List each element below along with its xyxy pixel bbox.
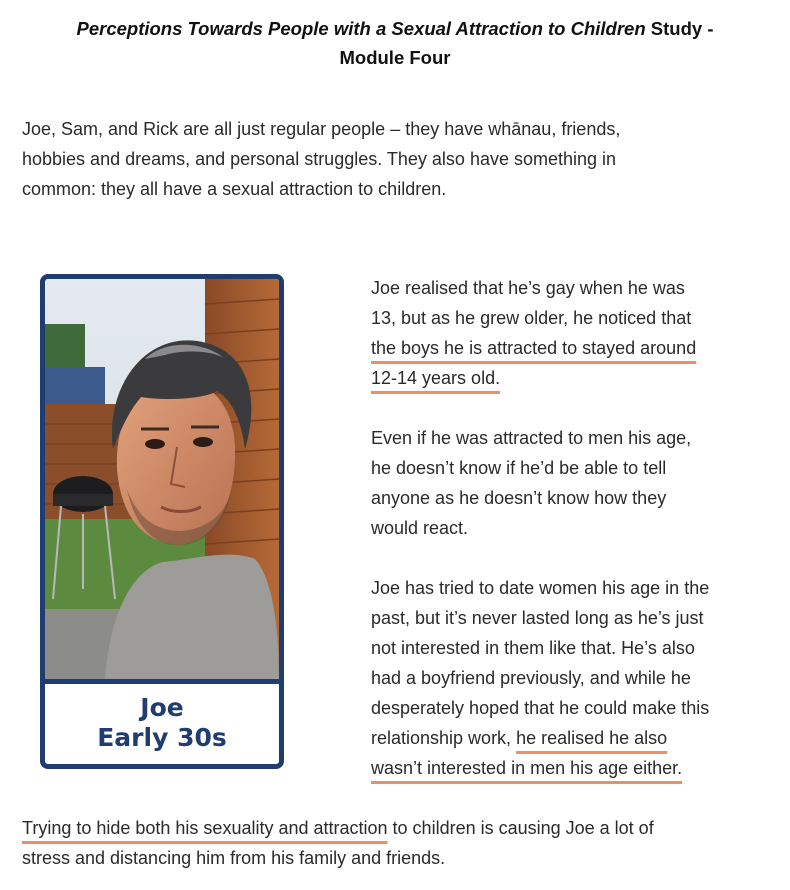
intro-paragraph <box>22 114 762 204</box>
story-line: would react. <box>371 518 469 538</box>
story-line: Joe realised that he’s gay when he was <box>371 278 685 298</box>
intro-line: Joe, Sam, and Rick are all just regular people – they have whānau, friends, <box>22 119 621 139</box>
story-paragraph-1 <box>371 273 776 393</box>
outro-line: to children is causing Joe a lot of <box>387 818 654 838</box>
story-line: anyone as he doesn’t know how they <box>371 488 667 508</box>
outro-paragraph <box>22 813 762 873</box>
story-line: 13, but as he grew older, he noticed that <box>371 308 692 328</box>
profile-photo <box>45 279 279 684</box>
outro-line: stress and distancing him from his family and friends. <box>22 848 446 868</box>
title-line2: Module Four <box>339 47 451 68</box>
intro-line: common: they all have a sexual attraction to children. <box>22 179 447 199</box>
highlighted-text: the boys he is attracted to stayed around <box>371 338 697 358</box>
story-line: desperately hoped that he could make this <box>371 698 710 718</box>
highlighted-text: Trying to hide both his sexuality and attraction <box>22 818 388 838</box>
story-paragraph-3 <box>371 573 776 783</box>
highlighted-text: wasn’t interested in men his age either. <box>371 758 683 778</box>
highlighted-text: he realised he also <box>516 728 668 748</box>
intro-line: hobbies and dreams, and personal struggles. They also have something in <box>22 149 617 169</box>
story-line: had a boyfriend previously, and while he <box>371 668 691 688</box>
profile-age: Early 30s <box>97 723 227 752</box>
story-line: Even if he was attracted to men his age, <box>371 428 692 448</box>
story-line: past, but it’s never lasted long as he’s just <box>371 608 704 628</box>
profile-caption <box>45 684 279 764</box>
profile-name: Joe <box>140 693 184 722</box>
story-line: relationship work, <box>371 728 517 748</box>
story-line: Joe has tried to date women his age in the <box>371 578 710 598</box>
page-title <box>0 14 790 72</box>
story-line: not interested in them like that. He’s also <box>371 638 695 658</box>
story-paragraph-2 <box>371 423 776 543</box>
highlighted-text: 12-14 years old. <box>371 368 501 388</box>
story-line: he doesn’t know if he’d be able to tell <box>371 458 667 478</box>
profile-card <box>40 274 284 769</box>
title-italic: Perceptions Towards People with a Sexual Attraction to Children <box>76 18 646 39</box>
title-rest: Study - <box>645 18 714 39</box>
